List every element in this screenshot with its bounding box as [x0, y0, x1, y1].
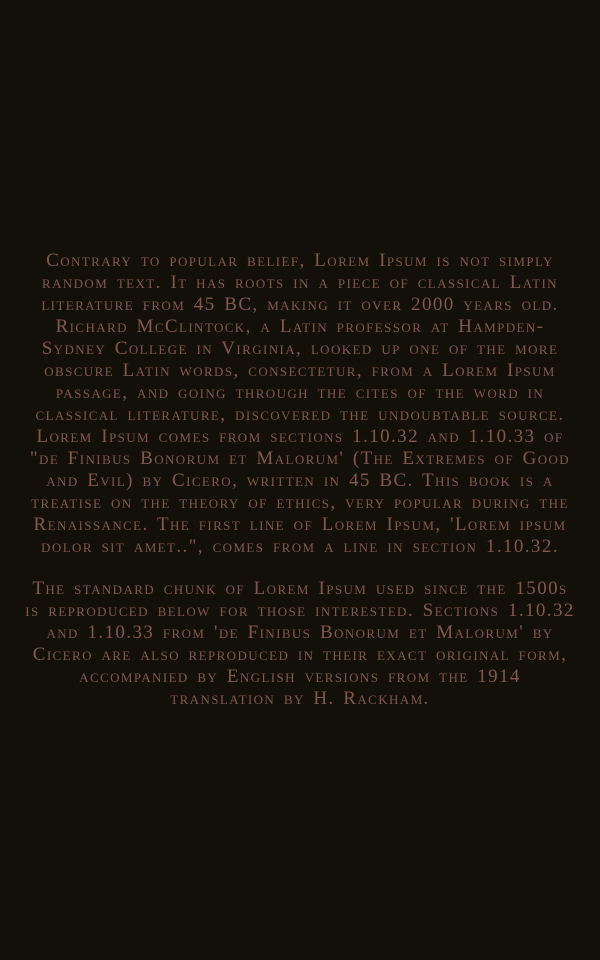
- lorem-ipsum-info-text: [24, 250, 576, 710]
- lorem-standard-chunk-paragraph: The standard chunk of Lorem Ipsum used since the 1500s is reproduced below for those interested. Sections 1.10.32 and 1.10.33 from 'de Finibus Bonorum et Malorum' by Cicero are also reproduced in their exact original form, accompanied by English versions from the 1914 translation by H. Rackham.: [25, 578, 575, 709]
- lorem-history-paragraph: Contrary to popular belief, Lorem Ipsum is not simply random text. It has roots in a piece of classical Latin literature from 45 BC, making it over 2000 years old. Richard McClintock, a Latin professor at Hampden-Sydney College in Virginia, looked up one of the more obscure Latin words, consectetur, from a Lorem Ipsum passage, and going through the cites of the word in classical literature, discovered the undoubtable source. Lorem Ipsum comes from sections 1.10.32 and 1.10.33 of "de Finibus Bonorum et Malorum' (The Extremes of Good and Evil) by Cicero, written in 45 BC. This book is a treatise on the theory of ethics, very popular during the Renaissance. The first line of Lorem Ipsum, 'Lorem ipsum dolor sit amet..", comes from a line in section 1.10.32.: [29, 250, 571, 557]
